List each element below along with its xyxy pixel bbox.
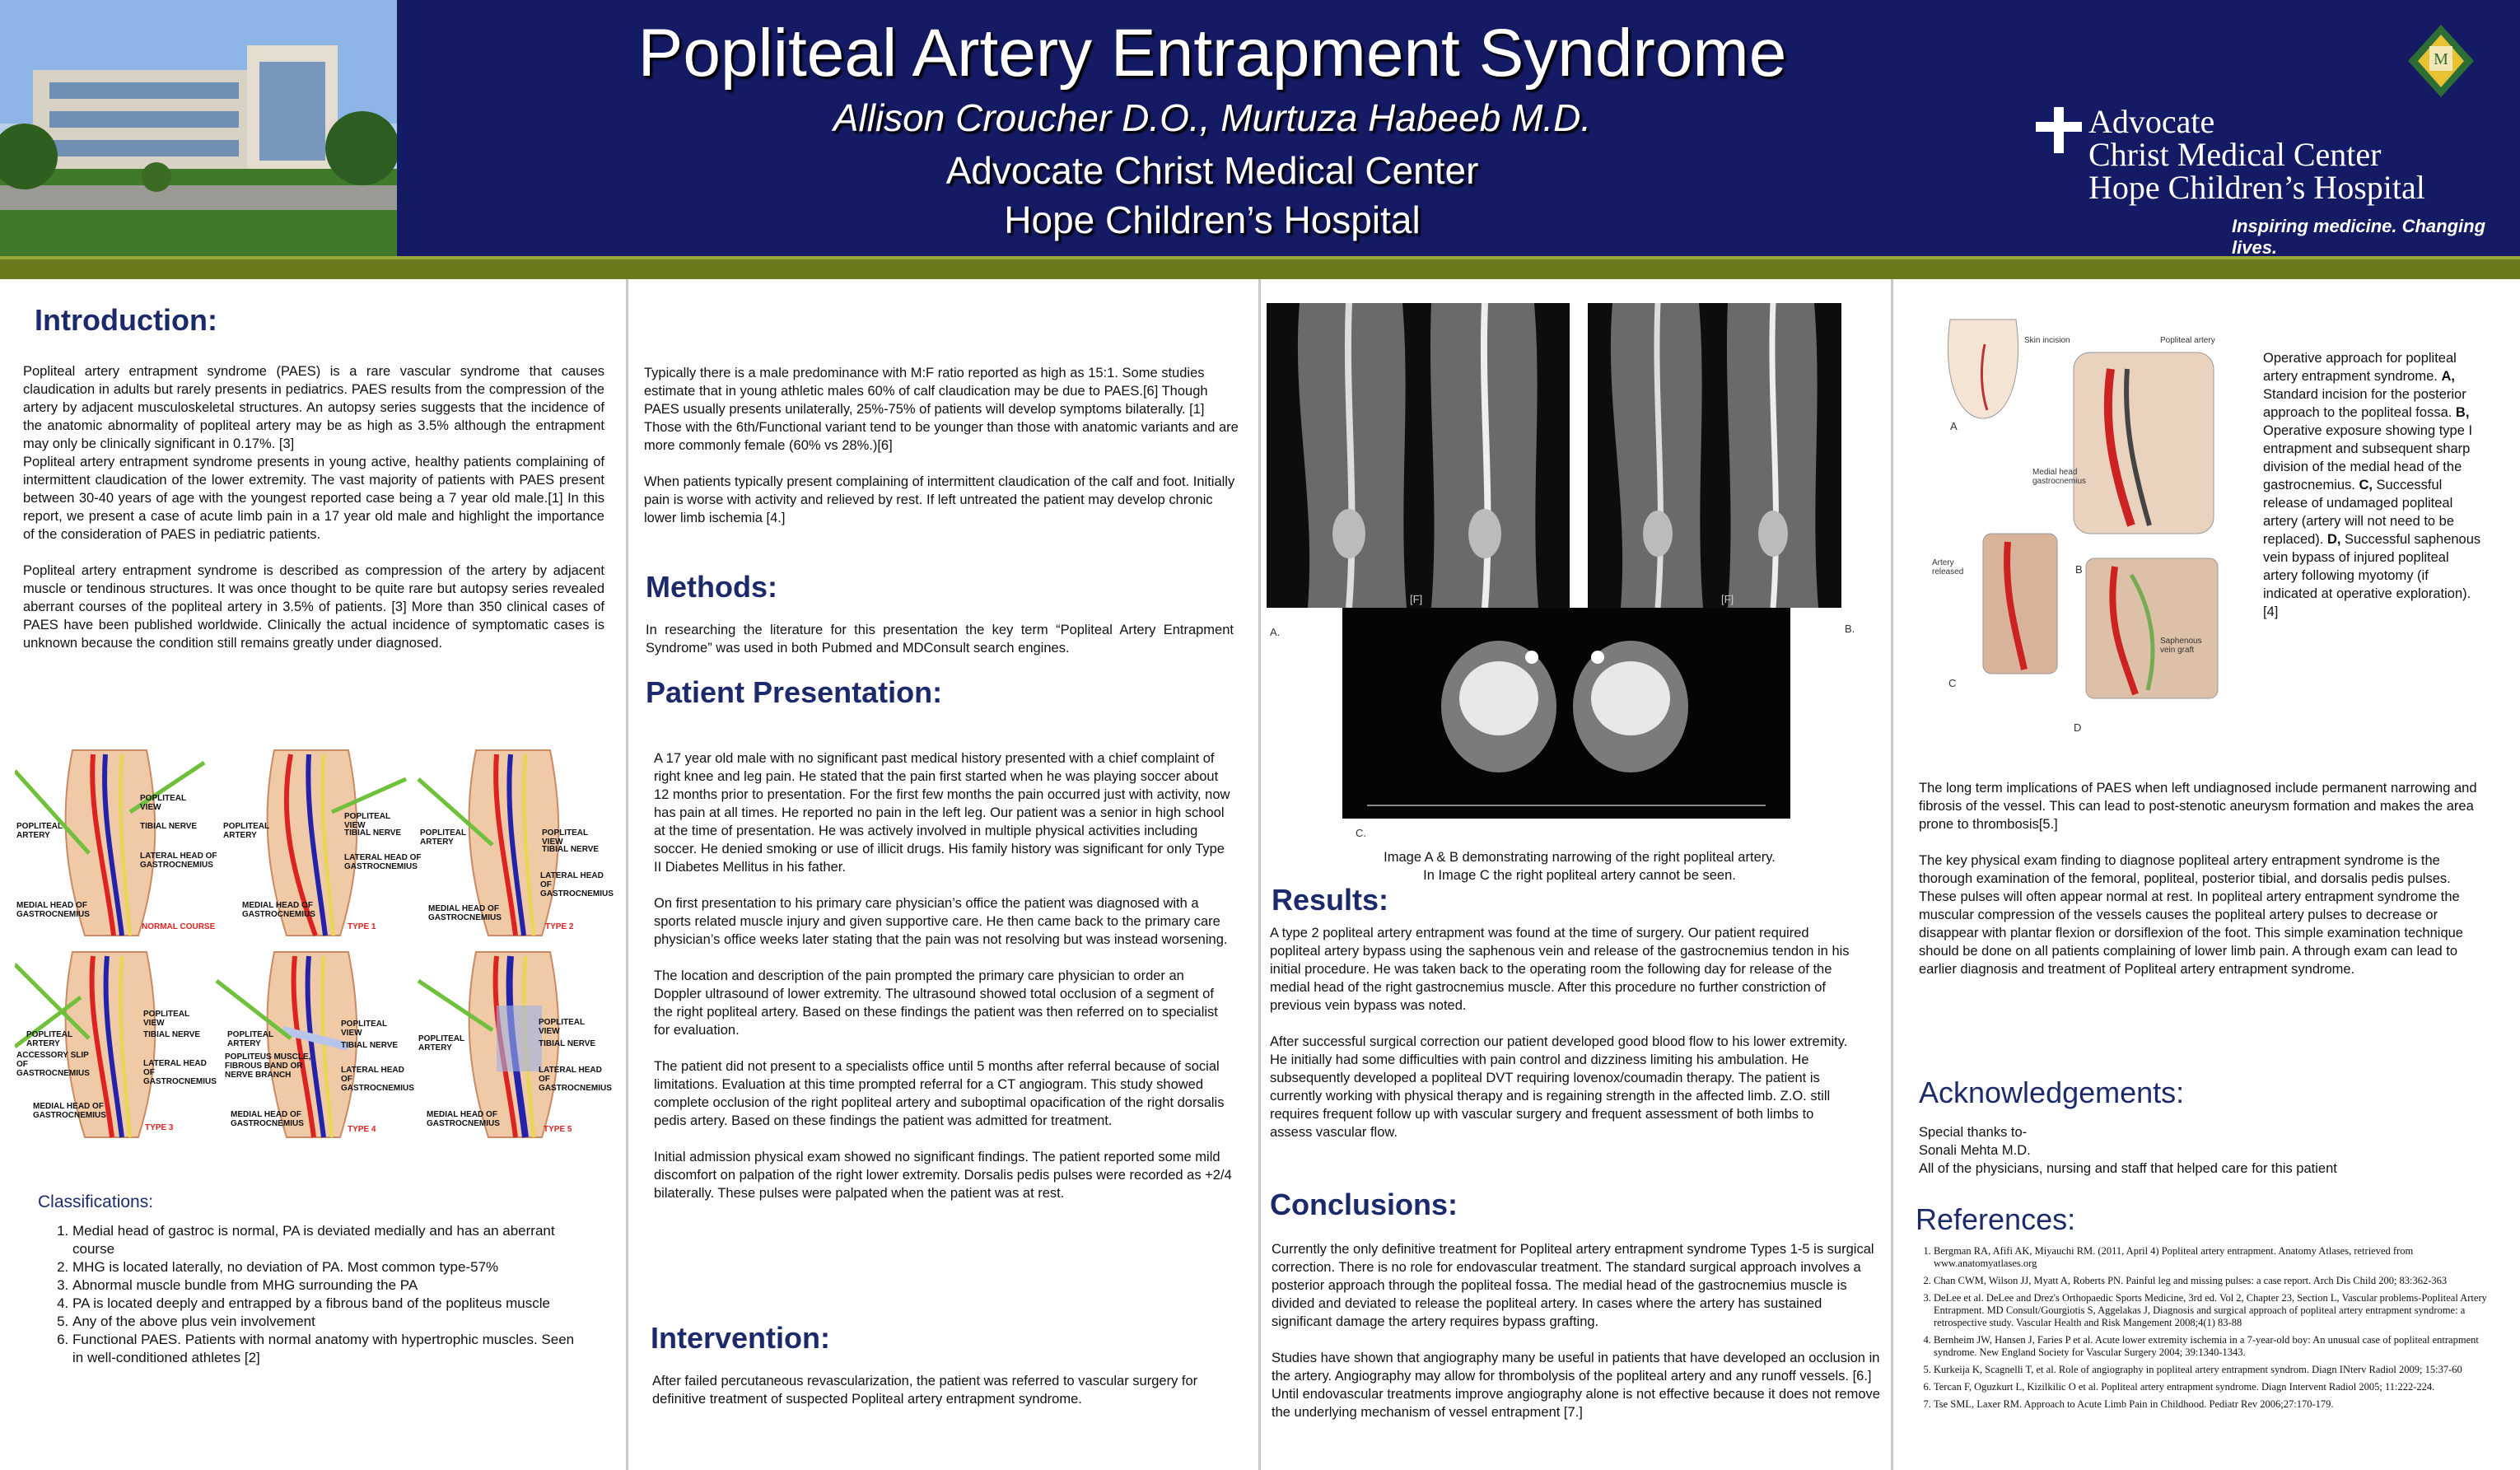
ct-image-c — [1342, 608, 1790, 819]
label-popliteal-view: POPLITEAL VIEW — [140, 794, 186, 812]
surgery-label-c: C — [1948, 677, 1957, 689]
list-item: 2. Chan CWM, Wilson JJ, Myatt A, Roberts PN. Painful leg and missing pulses: a case report. Arch Dis Child 200; 83:362-363 — [1934, 1275, 2489, 1287]
label-lateral-head-t3: LATERAL HEAD OF GASTROCNEMIUS — [143, 1059, 217, 1086]
logo-line-3: Hope Children’s Hospital — [2088, 169, 2425, 206]
caption-line-2: In Image C the right popliteal artery cannot be seen. — [1423, 868, 1736, 883]
label-popliteal-view-t5: POPLITEAL VIEW — [539, 1018, 585, 1036]
label-medial-head-surgery: Medial head gastrocnemius — [2032, 468, 2087, 486]
logo-line-2: Christ Medical Center — [2088, 136, 2382, 173]
ack-line-3: All of the physicians, nursing and staff that helped care for this patient — [1919, 1161, 2337, 1176]
label-type-1: TYPE 1 — [348, 922, 376, 931]
column-divider-1 — [626, 279, 628, 1470]
list-item: 5. Kurkeija K, Scagnelli T, et al. Role of angiography in popliteal artery entrapment syndrom. Diagn INterv Radiol 2009; 15:37-60 — [1934, 1364, 2489, 1376]
advocate-cross-icon — [2034, 105, 2084, 155]
label-medial-head-t2: MEDIAL HEAD OF GASTROCNEMIUS — [428, 904, 502, 922]
list-item: 5. Any of the above plus vein involvement — [72, 1313, 578, 1331]
header-divider — [0, 259, 2520, 279]
acknowledgements-heading: Acknowledgements: — [1919, 1076, 2185, 1109]
list-item: 4. PA is located deeply and entrapped by a fibrous band of the popliteus muscle — [72, 1295, 578, 1313]
label-popliteal-artery-t3: POPLITEAL ARTERY — [26, 1030, 72, 1048]
surgery-label-a: A — [1950, 420, 1958, 432]
paes-type-diagrams — [15, 746, 616, 1141]
classifications-heading: Classifications: — [38, 1192, 154, 1211]
list-item: 4. Bernheim JW, Hansen J, Faries P et al. Acute lower extremity ischemia in a 7-year-old boy: An unusual case of popliteal entrapment syndrome. New England Society for Vascular Surgery 2004; 39:1340-1343. — [1934, 1334, 2489, 1359]
hospital-building-illustration — [0, 0, 397, 256]
ct-marker-b: [F] — [1721, 593, 1734, 605]
hospital-badge-logo — [2406, 23, 2476, 99]
surgery-label-b: B — [2075, 563, 2083, 576]
label-popliteal-artery-t5: POPLITEAL ARTERY — [418, 1034, 464, 1052]
label-accessory-slip: ACCESSORY SLIP OF GASTROCNEMIUS — [16, 1051, 90, 1078]
label-skin-incision: Skin incision — [2024, 336, 2070, 345]
results-paragraph-2: After successful surgical correction our patient developed good blood flow to his lower extremity. He initially had some difficulties with pain control and dizziness limiting his ambulation. He subsequently developed a popliteal DVT requiring lovenox/coumadin therapy. The patient is currently working with physical therapy and is regaining strength in the affected limb. Z.O. still requires frequent follow up with vascular surgery and frequent assessment of both limbs to assess vascular flow. — [1270, 1034, 1848, 1140]
image-label-a: A. — [1270, 626, 1281, 638]
surgical-approach-illustration — [1909, 311, 2238, 740]
list-item: 6. Functional PAES. Patients with normal anatomy with hypertrophic muscles. Seen in well-conditioned athletes [2] — [72, 1331, 578, 1367]
list-item: 1. Medial head of gastroc is normal, PA is deviated medially and has an aberrant course — [72, 1222, 578, 1258]
institution-name: Advocate Christ Medical Center — [945, 149, 1479, 192]
label-medial-head-t5: MEDIAL HEAD OF GASTROCNEMIUS — [427, 1110, 500, 1128]
introduction-heading: Introduction: — [35, 303, 217, 337]
list-item: 7. Tse SML, Laxer RM. Approach to Acute Limb Pain in Childhood. Pediatr Rev 2006;27:170-179. — [1934, 1398, 2489, 1411]
label-popliteal-artery-t4: POPLITEAL ARTERY — [227, 1030, 273, 1048]
epidemiology-text — [644, 364, 1240, 527]
long-term-implications-text — [1919, 779, 2487, 978]
classifications-list-wrap — [35, 1222, 578, 1367]
column-divider-3 — [1891, 279, 1893, 1470]
implications-paragraph-1: The long term implications of PAES when left undiagnosed include permanent narrowing and fibrosis of the vessel. This can lead to post-stenotic aneurysm formation and makes the area prone to thrombosis[5.] — [1919, 781, 2477, 832]
label-tibial-nerve-t3: TIBIAL NERVE — [143, 1030, 201, 1039]
list-item: 3. DeLee et al. DeLee and Drez's Orthopaedic Sports Medicine, 3rd ed. Vol 2, Chapter 23, Section L, Vascular problems-Popliteal Artery Entrapment. MD Consult/Gourgiotis S, Aggelakas J, Diagnosis and surgical approach of popliteal artery entrapment syndrome: a retrospective study. Vascular Health and Risk Mangement 2008;4(1) 83-88 — [1934, 1292, 2489, 1329]
caption-line-1: Image A & B demonstrating narrowing of the right popliteal artery. — [1384, 850, 1776, 865]
ct-image-a — [1267, 303, 1570, 608]
presentation-paragraph-5: Initial admission physical exam showed no significant findings. The patient reported some mild discomfort on palpation of the right lower extremity. Dorsalis pedis pulses were recorded as +2/4 bilaterally. These pulses were palpated when the patient was at rest. — [654, 1150, 1232, 1201]
surgery-label-d: D — [2074, 721, 2082, 734]
results-text — [1270, 924, 1851, 1141]
conclusions-heading: Conclusions: — [1270, 1188, 1458, 1221]
methods-heading: Methods: — [646, 570, 777, 604]
results-heading: Results: — [1272, 883, 1389, 917]
logo-tagline: Inspiring medicine. Changing lives. — [2232, 216, 2486, 258]
conclusions-paragraph-1: Currently the only definitive treatment for Popliteal artery entrapment syndrome Types 1-5 is surgical correction. There is no role for endovascular treatment. The standard surgical approach involves a posterior approach through the popliteal fossa. The medial head of the gastrocnemius muscle is divided and deviated to release the popliteal artery. In cases where the artery has sustained significant damage the artery requires bypass grafting. — [1272, 1242, 1874, 1329]
poster-title: Popliteal Artery Entrapment Syndrome — [637, 16, 1787, 91]
caption-part: Successful saphenous vein bypass of injured popliteal artery following myotomy (if indicated at operative exploration).[4] — [2263, 532, 2481, 619]
label-type-3: TYPE 3 — [145, 1123, 174, 1132]
presentation-paragraph-3: The location and description of the pain prompted the primary care physician to order an Doppler ultrasound of lower extremity. The ultrasound showed total occlusion of a segment of the right popliteal artery. Based on these findings the patient was then referred on to specialist for evaluation. — [654, 968, 1218, 1038]
classifications-list — [35, 1222, 578, 1367]
hospital-photo — [0, 0, 397, 256]
label-normal-course: NORMAL COURSE — [142, 922, 216, 931]
references-list — [1912, 1245, 2489, 1411]
image-label-b: B. — [1845, 623, 1855, 635]
label-popliteus-band: POPLITEUS MUSCLE, FIBROUS BAND OR NERVE BRANCH — [225, 1052, 311, 1080]
caption-part: B, — [2455, 405, 2470, 420]
intervention-heading: Intervention: — [651, 1321, 831, 1355]
caption-part: Operative exposure showing type I entrapment and subsequent sharp division of the medial head of the gastrocnemius. — [2263, 423, 2473, 492]
intro-paragraph-3: Popliteal artery entrapment syndrome is described as compression of the artery by adjacent muscle or tendinous structures. It was once thought to be quite rare but autopsy series revealed aberrant courses of the popliteal artery in 3.5% of patients. [3] More than 350 clinical cases of PAES have been published worldwide. Clinically the actual incidence of symptomatic cases is unknown because the condition still remains greatly under diagnosed. — [23, 563, 604, 651]
label-lateral-head: LATERAL HEAD OF GASTROCNEMIUS — [140, 852, 217, 870]
column-divider-2 — [1258, 279, 1261, 1470]
ct-image-caption — [1275, 848, 1884, 884]
presentation-paragraph-4: The patient did not present to a specialists office until 5 months after referral because of social limitations. Evaluation at this time prompted referral for a CT angiogram. This study showed complete occlusion of the right popliteal artery and suboptimal opacification of the right dorsalis pedis artery. Based on these findings the patient was admitted for treatment. — [654, 1059, 1225, 1128]
label-artery-released: Artery released — [1932, 558, 1964, 576]
caption-part: D, — [2326, 532, 2341, 547]
label-lateral-head-t2: LATERAL HEAD OF GASTROCNEMIUS — [540, 871, 614, 898]
label-type-2: TYPE 2 — [545, 922, 574, 931]
label-medial-head-t1: MEDIAL HEAD OF GASTROCNEMIUS — [242, 901, 315, 919]
caption-part: Successful release of undamaged popliteal artery (artery will not need to be replaced). — [2263, 478, 2455, 547]
label-saphenous-vein: Saphenous vein graft — [2160, 637, 2202, 655]
list-item: 2. MHG is located laterally, no deviation of PA. Most common type-57% — [72, 1258, 578, 1276]
label-popliteal-view-t3: POPLITEAL VIEW — [143, 1010, 189, 1028]
label-popliteal-artery-t2: POPLITEAL ARTERY — [420, 828, 466, 847]
label-popliteal-view-t2: POPLITEAL VIEW — [542, 828, 588, 847]
references-heading: References: — [1916, 1202, 2076, 1236]
ack-line-2: Sonali Mehta M.D. — [1919, 1143, 2031, 1158]
introduction-body — [23, 362, 604, 652]
label-tibial-nerve-t1: TIBIAL NERVE — [344, 828, 402, 838]
conclusions-text — [1272, 1240, 1881, 1421]
label-popliteal-artery-surgery: Popliteal artery — [2160, 336, 2215, 345]
presentation-paragraph-2: On first presentation to his primary care physician’s office the patient was diagnosed with a sports related muscle injury and given supportive care. He then came back to the primary care physician’s office weeks later stating that the pain was not resolving but was instead worsening. — [654, 896, 1228, 947]
label-popliteal-artery-t1: POPLITEAL ARTERY — [223, 822, 269, 840]
ct-image-b — [1588, 303, 1841, 608]
caption-part: Standard incision for the posterior approach to the popliteal fossa. — [2263, 387, 2466, 420]
label-tibial-nerve: TIBIAL NERVE — [140, 822, 198, 831]
intervention-text: After failed percutaneous revascularization, the patient was referred to vascular surgery for definitive treatment of suspected Popliteal artery entrapment syndrome. — [652, 1374, 1198, 1407]
ct-marker-a: [F] — [1410, 593, 1423, 605]
references-list-wrap — [1912, 1245, 2489, 1416]
knee-anatomy-illustration — [15, 746, 616, 1141]
label-tibial-nerve-t4: TIBIAL NERVE — [341, 1041, 399, 1050]
label-lateral-head-t4: LATERAL HEAD OF GASTROCNEMIUS — [341, 1066, 414, 1093]
caption-part: A, — [2441, 369, 2455, 384]
ack-line-1: Special thanks to- — [1919, 1125, 2028, 1140]
label-medial-head: MEDIAL HEAD OF GASTROCNEMIUS — [16, 901, 90, 919]
badge-letter: M — [2434, 50, 2448, 68]
surgical-approach-caption — [2263, 349, 2485, 621]
patient-presentation-heading: Patient Presentation: — [646, 675, 943, 709]
list-item: 3. Abnormal muscle bundle from MHG surrounding the PA — [72, 1276, 578, 1295]
results-paragraph-1: A type 2 popliteal artery entrapment was found at the time of surgery. Our patient required popliteal artery bypass using the saphenous vein and release of the gastrocnemius tendon in his initial procedure. He was taken back to the operating room the following day for release of the medial head of the right gastrocnemius muscle. After this procedure no further constriction of previous vein bypass was noted. — [1270, 926, 1850, 1013]
presentation-paragraph-1: A 17 year old male with no significant past medical history presented with a chief complaint of right knee and leg pain. He stated that the pain first started when he was playing soccer about 12 months prior to presentation. For the first few months the pain occurred just with activity, now has pain at all times. He reported no pain in the left leg. Our patient was a senior in high school at the time of presentation. He was actively involved in multiple physical activities including soccer. He denied smoking or use of illicit drugs. His family history was significant for only Type II Diabetes Mellitus in his father. — [654, 751, 1230, 875]
caption-part: Operative approach for popliteal artery entrapment syndrome. — [2263, 351, 2457, 384]
methods-text: In researching the literature for this presentation the key term “Popliteal Artery Entrapment Syndrome” was used in both Pubmed and MDConsult search engines. — [646, 623, 1234, 656]
list-item: 1. Bergman RA, Afifi AK, Miyauchi RM. (2011, April 4) Popliteal artery entrapment. Anatomy Atlases, retrieved from www.anatomyatlases.org — [1934, 1245, 2489, 1270]
label-popliteal-view-t1: POPLITEAL VIEW — [344, 812, 390, 830]
label-type-5: TYPE 5 — [544, 1125, 572, 1134]
logo-line-1: Advocate — [2088, 103, 2215, 140]
implications-paragraph-2: The key physical exam finding to diagnose popliteal artery entrapment syndrome is the thorough examination of the femoral, popliteal, posterior tibial, and dorsalis pedis pulses. These pulses will often appear normal at rest. In popliteal artery entrapment syndrome the muscular compression of the vessels causes the popliteal artery pulses to decrease or disappear with plantar flexion or dorsiflexion of the foot. This simple examination technique should be done on all patients complaining of lower limb pain. A through exam can lead to earlier diagnosis and treatment of Popliteal artery entrapment syndrome. — [1919, 853, 2463, 977]
label-medial-head-t4: MEDIAL HEAD OF GASTROCNEMIUS — [231, 1110, 304, 1128]
advocate-logo-text — [2088, 105, 2425, 204]
label-lateral-head-t5: LATERAL HEAD OF GASTROCNEMIUS — [539, 1066, 612, 1093]
list-item: 6. Tercan F, Oguzkurt L, Kizilkilic O et al. Popliteal artery entrapment syndrome. Diagn Intervent Radiol 2005; 11:222-224. — [1934, 1381, 2489, 1393]
caption-part: C, — [2359, 478, 2373, 492]
conclusions-paragraph-2: Studies have shown that angiography many be useful in patients that have developed an occlusion in the artery. Angiography may allow for thrombolysis of the popliteal artery and any runoff vessels. [6.] Until endovascular treatments improve angiography alone is not effective because it does not remove the underlying mechanism of vessel entrapment [7.] — [1272, 1351, 1880, 1420]
label-popliteal-artery: POPLITEAL ARTERY — [16, 822, 63, 840]
label-tibial-nerve-t5: TIBIAL NERVE — [539, 1039, 596, 1048]
patient-presentation-text — [654, 749, 1235, 1202]
epidemiology-paragraph-1: Typically there is a male predominance with M:F ratio reported as high as 15:1. Some studies estimate that in young athletic males 60% of calf claudication may be due to PAES.[6] Though PAES usually presents unilaterally, 25%-75% of patients will develop symptoms bilaterally. [1] Those with the 6th/Functional variant tend to be younger than those with anatomic variants and are more commonly female (60% vs 28%.)[6] — [644, 366, 1239, 453]
hospital-name: Hope Children’s Hospital — [1004, 198, 1421, 241]
intro-paragraph-2: Popliteal artery entrapment syndrome presents in young active, healthy patients complaining of intermittent claudication of the lower extremity. The vast majority of patients with PAES present between 30-40 years of age with the youngest reported case being a 7 year old male.[1] In this report, we present a case of acute limb pain in a 17 year old male and highlight the importance of the consideration of PAES in pediatric patients. — [23, 455, 604, 542]
label-popliteal-view-t4: POPLITEAL VIEW — [341, 1020, 387, 1038]
intro-paragraph-1: Popliteal artery entrapment syndrome (PAES) is a rare vascular syndrome that causes claudication in adults but rarely presents in pediatrics. PAES results from the compression of the artery by adjacent musculoskeletal structures. An autopsy series suggests that the incidence of the anatomic abnormality of popliteal artery may be as high as 3.5% although the entrapment may only be clinically significant in 0.17%. [3] — [23, 364, 604, 451]
acknowledgements-text — [1919, 1123, 2487, 1178]
image-label-c: C. — [1356, 827, 1366, 839]
label-medial-head-t3: MEDIAL HEAD OF GASTROCNEMIUS — [33, 1102, 106, 1120]
poster-authors: Allison Croucher D.O., Murtuza Habeeb M.D. — [833, 96, 1592, 139]
label-type-4: TYPE 4 — [348, 1125, 376, 1134]
label-lateral-head-t1: LATERAL HEAD OF GASTROCNEMIUS — [344, 853, 422, 871]
epidemiology-paragraph-2: When patients typically present complaining of intermittent claudication of the calf and foot. Initially pain is worse with activity and relieved by rest. If left untreated the patient may develop chronic lower limb ischemia [4.] — [644, 474, 1235, 525]
label-tibial-nerve-t2: TIBIAL NERVE — [542, 845, 600, 854]
